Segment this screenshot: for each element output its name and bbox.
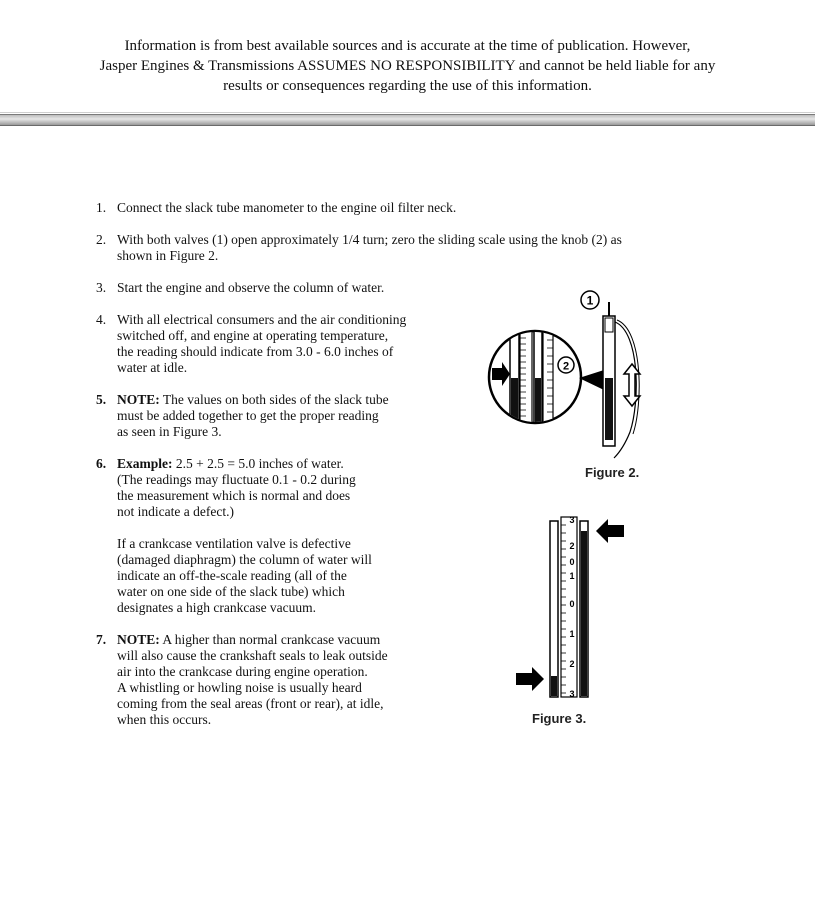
step-line: the reading should indicate from 3.0 - 6.0 inches of	[117, 344, 394, 359]
step-line: will also cause the crankshaft seals to leak outside	[117, 648, 388, 663]
step-line: coming from the seal areas (front or rear), at idle,	[117, 696, 384, 711]
step-text: Connect the slack tube manometer to the engine oil filter neck.	[117, 200, 457, 215]
step-line: The values on both sides of the slack tube	[159, 392, 389, 407]
note-label: NOTE:	[117, 392, 160, 407]
paragraph-line: If a crankcase ventilation valve is defective	[117, 536, 351, 551]
step-number: 3.	[96, 280, 107, 295]
step-line: shown in Figure 2.	[117, 248, 219, 263]
step-line: the measurement which is normal and does	[117, 488, 351, 503]
paragraph-line: (damaged diaphragm) the column of water will	[117, 552, 372, 567]
step-line: air into the crankcase during engine operation.	[117, 664, 368, 679]
callout-2-label: 2	[562, 360, 570, 373]
step-number: 7.	[96, 632, 107, 647]
scale-label: 2	[569, 541, 575, 551]
disclaimer-line-2: Jasper Engines & Transmissions ASSUMES NO RESPONSIBILITY and cannot be held liable for any	[99, 58, 716, 74]
disclaimer-line-1: Information is from best available sources and is accurate at the time of publication. However,	[124, 38, 691, 54]
step-line: A whistling or howling noise is usually heard	[117, 680, 362, 695]
figure-3-slack-tube-illustration	[514, 513, 629, 703]
step-line: water at idle.	[117, 360, 188, 375]
step-text: Start the engine and observe the column of water.	[117, 280, 385, 295]
paragraph-line: designates a high crankcase vacuum.	[117, 600, 317, 615]
right-level-arrow-icon	[596, 519, 624, 543]
scale-label: 3	[569, 689, 575, 699]
valve-defect-paragraph	[117, 536, 417, 616]
step-text	[117, 456, 356, 520]
step-text	[117, 232, 622, 264]
step-number: 1.	[96, 200, 107, 215]
paragraph-line: water on one side of the slack tube) which	[117, 584, 345, 599]
example-label: Example:	[117, 456, 173, 471]
figure-2-manometer-illustration	[480, 282, 650, 452]
disclaimer-text	[60, 36, 755, 96]
header-divider	[0, 114, 815, 126]
figure-3-caption: Figure 3.	[532, 711, 587, 726]
scale-label: 2	[569, 659, 575, 669]
step-text	[117, 312, 406, 376]
step-line: when this occurs.	[117, 712, 212, 727]
left-level-arrow-icon	[516, 667, 544, 691]
step-number: 4.	[96, 312, 107, 327]
step-line: With both valves (1) open approximately 1/4 turn; zero the sliding scale using the knob (2) as	[117, 232, 622, 247]
disclaimer-header	[0, 0, 815, 113]
step-number: 2.	[96, 232, 107, 247]
step-text	[117, 392, 389, 440]
figure-2-caption: Figure 2.	[585, 465, 640, 480]
callout-1-label: 1	[586, 293, 594, 308]
step-line: (The readings may fluctuate 0.1 - 0.2 during	[117, 472, 356, 487]
step-line: 2.5 + 2.5 = 5.0 inches of water.	[172, 456, 344, 471]
disclaimer-line-3: results or consequences regarding the use of this information.	[223, 78, 592, 94]
step-line: switched off, and engine at operating temperature,	[117, 328, 389, 343]
scale-label: 3	[569, 515, 575, 525]
step-line: not indicate a defect.)	[117, 504, 234, 519]
scale-label: 1	[569, 629, 575, 639]
note-label: NOTE:	[117, 632, 160, 647]
step-line: A higher than normal crankcase vacuum	[159, 632, 381, 647]
step-number: 6.	[96, 456, 107, 471]
step-line: With all electrical consumers and the air conditioning	[117, 312, 407, 327]
scale-label: 0	[569, 599, 575, 609]
adjust-arrow-icon	[624, 364, 640, 406]
step-line: must be added together to get the proper reading	[117, 408, 379, 423]
paragraph-line: indicate an off-the-scale reading (all of the	[117, 568, 347, 583]
scale-label: 0	[569, 557, 575, 567]
step-number: 5.	[96, 392, 107, 407]
step-text	[117, 632, 388, 728]
magnifier-pointer	[579, 370, 604, 390]
step-line: as seen in Figure 3.	[117, 424, 222, 439]
scale-label: 1	[569, 571, 575, 581]
